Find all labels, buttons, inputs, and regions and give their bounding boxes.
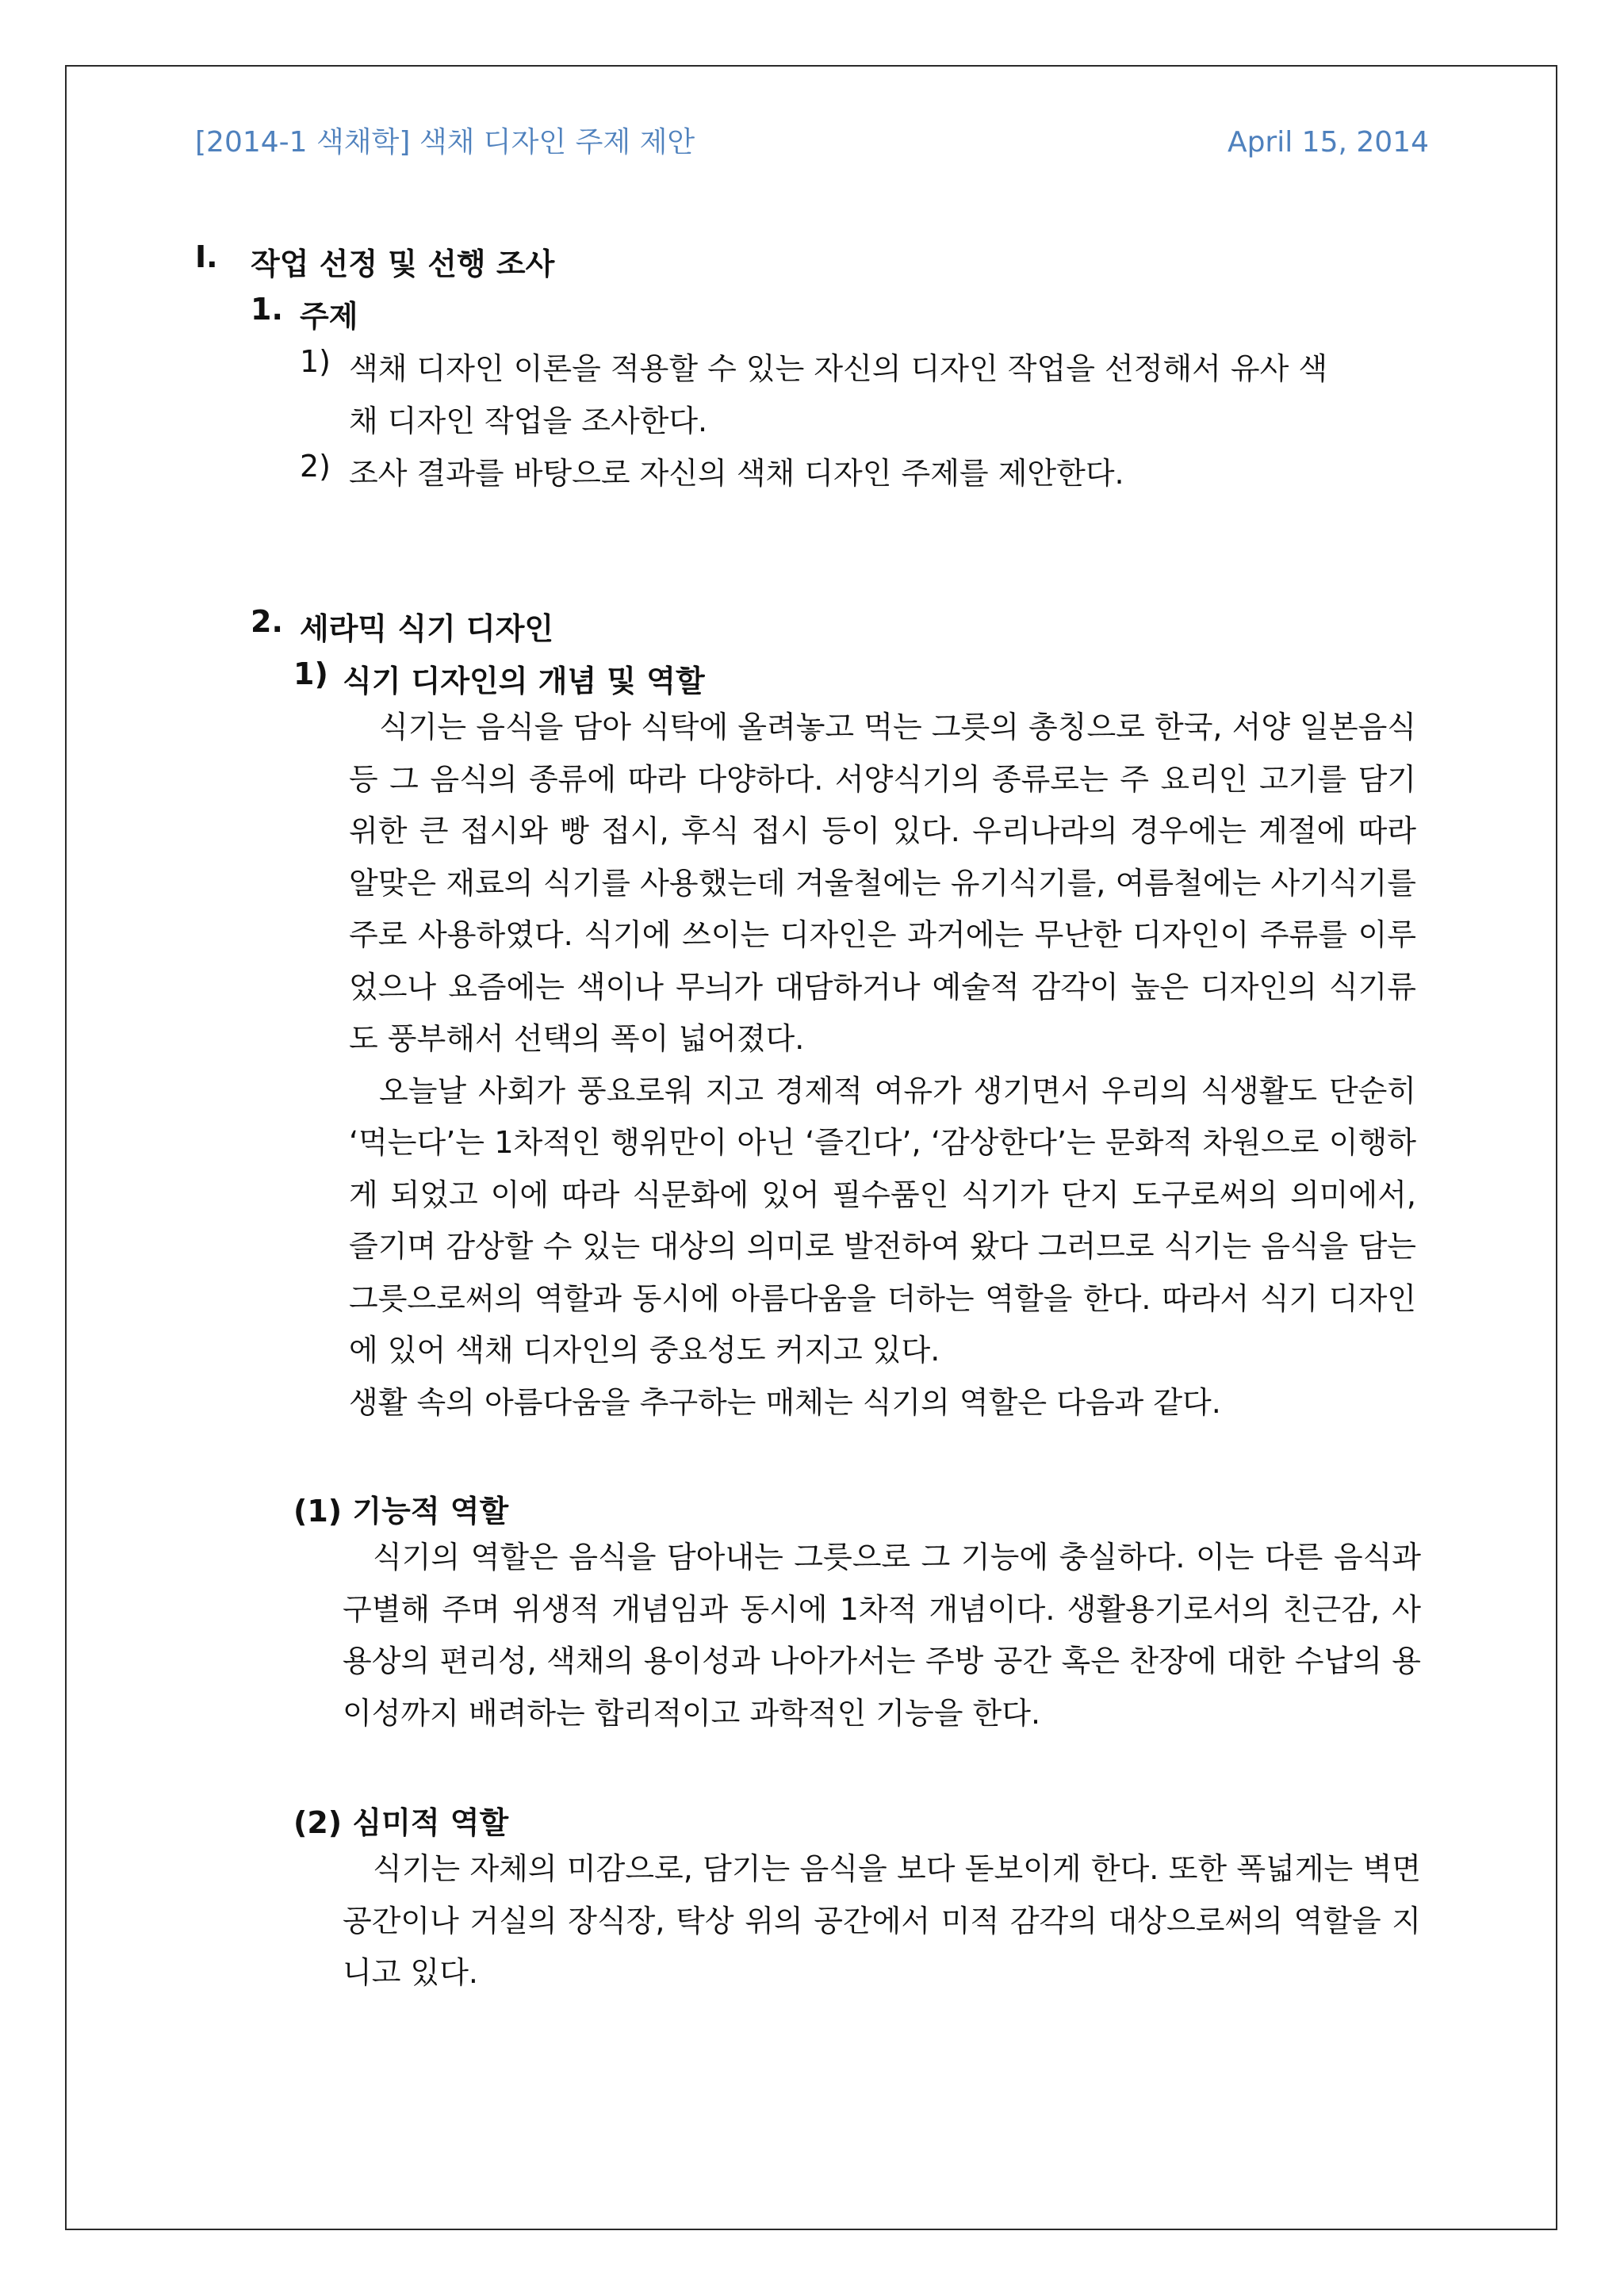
paragraph: 식기는 자체의 미감으로, 담기는 음식을 보다 돋보이게 한다. 또한 폭넓게는 벽면공간이나 거실의 장식장, 탁상 위의 공간에서 미적 감각의 대상으로써의 역할을 지니고 있다.	[343, 1851, 1421, 1990]
role-heading: (1) 기능적 역할	[293, 1494, 509, 1529]
paragraph: 생활 속의 아름다움을 추구하는 매체는 식기의 역할은 다음과 같다.	[349, 1384, 1221, 1420]
subsection-number: 1.	[251, 292, 283, 327]
subsection-title: 세라믹 식기 디자인	[300, 611, 554, 646]
list-item-text: 조사 결과를 바탕으로 자신의 색채 디자인 주제를 제안한다.	[349, 456, 1124, 491]
paragraph: 식기의 역할은 음식을 담아내는 그릇으로 그 기능에 충실하다. 이는 다른 음식과 구별해 주며 위생적 개념임과 동시에 1차적 개념이다. 생활용기로서의 친근감, 사용상의 편리성, 색채의 용이성과 나아가서는 주방 공간 혹은 찬장에 대한 수납의 용이성까지 배려하는 합리적이고 과학적인 기능을 한다.	[343, 1540, 1421, 1731]
paragraph: 오늘날 사회가 풍요로워 지고 경제적 여유가 생기면서 우리의 식생활도 단순히 ‘먹는다’는 1차적인 행위만이 아닌 ‘즐긴다’, ‘감상한다’는 문화적 차원으로 이행하게 되었고 이에 따라 식문화에 있어 필수품인 식기가 단지 도구로써의 의미에서, 즐기며 감상할 수 있는 대상의 의미로 발전하여 왔다 그러므로 식기는 음식을 담는 그릇으로써의 역할과 동시에 아름다움을 더하는 역할을 한다. 따라서 식기 디자인에 있어 색채 디자인의 중요성도 커지고 있다.	[349, 1073, 1416, 1368]
role-body	[343, 1843, 1421, 1999]
section-number: I.	[195, 239, 218, 274]
subsection-title: 주제	[300, 299, 358, 334]
list-item-text: 색채 디자인 이론을 적용할 수 있는 자신의 디자인 작업을 선정해서 유사 색	[349, 351, 1328, 386]
sub-subsection-title: 식기 디자인의 개념 및 역할	[343, 664, 705, 698]
list-item-number: 2)	[300, 449, 331, 484]
sub-subsection-number: 1)	[293, 656, 328, 691]
role-body	[343, 1532, 1421, 1739]
concept-body	[349, 702, 1416, 1429]
role-heading: (2) 심미적 역할	[293, 1805, 509, 1840]
subsection-number: 2.	[251, 604, 283, 639]
header-date: April 15, 2014	[1227, 126, 1429, 159]
header-title: [2014-1 색채학] 색채 디자인 주제 제안	[195, 126, 695, 159]
page-header	[195, 123, 1429, 163]
list-item-number: 1)	[300, 344, 331, 379]
section-title: 작업 선정 및 선행 조사	[251, 247, 555, 281]
paragraph: 식기는 음식을 담아 식탁에 올려놓고 먹는 그릇의 총칭으로 한국, 서양 일본음식 등 그 음식의 종류에 따라 다양하다. 서양식기의 종류로는 주 요리인 고기를 담기 위한 큰 접시와 빵 접시, 후식 접시 등이 있다. 우리나라의 경우에는 계절에 따라 알맞은 재료의 식기를 사용했는데 겨울철에는 유기식기를, 여름철에는 사기식기를 주로 사용하였다. 식기에 쓰이는 디자인은 과거에는 무난한 디자인이 주류를 이루었으나 요즘에는 색이나 무늬가 대담하거나 예술적 감각이 높은 디자인의 식기류도 풍부해서 선택의 폭이 넓어졌다.	[349, 710, 1416, 1056]
list-item-text-continued: 채 디자인 작업을 조사한다.	[349, 404, 708, 438]
